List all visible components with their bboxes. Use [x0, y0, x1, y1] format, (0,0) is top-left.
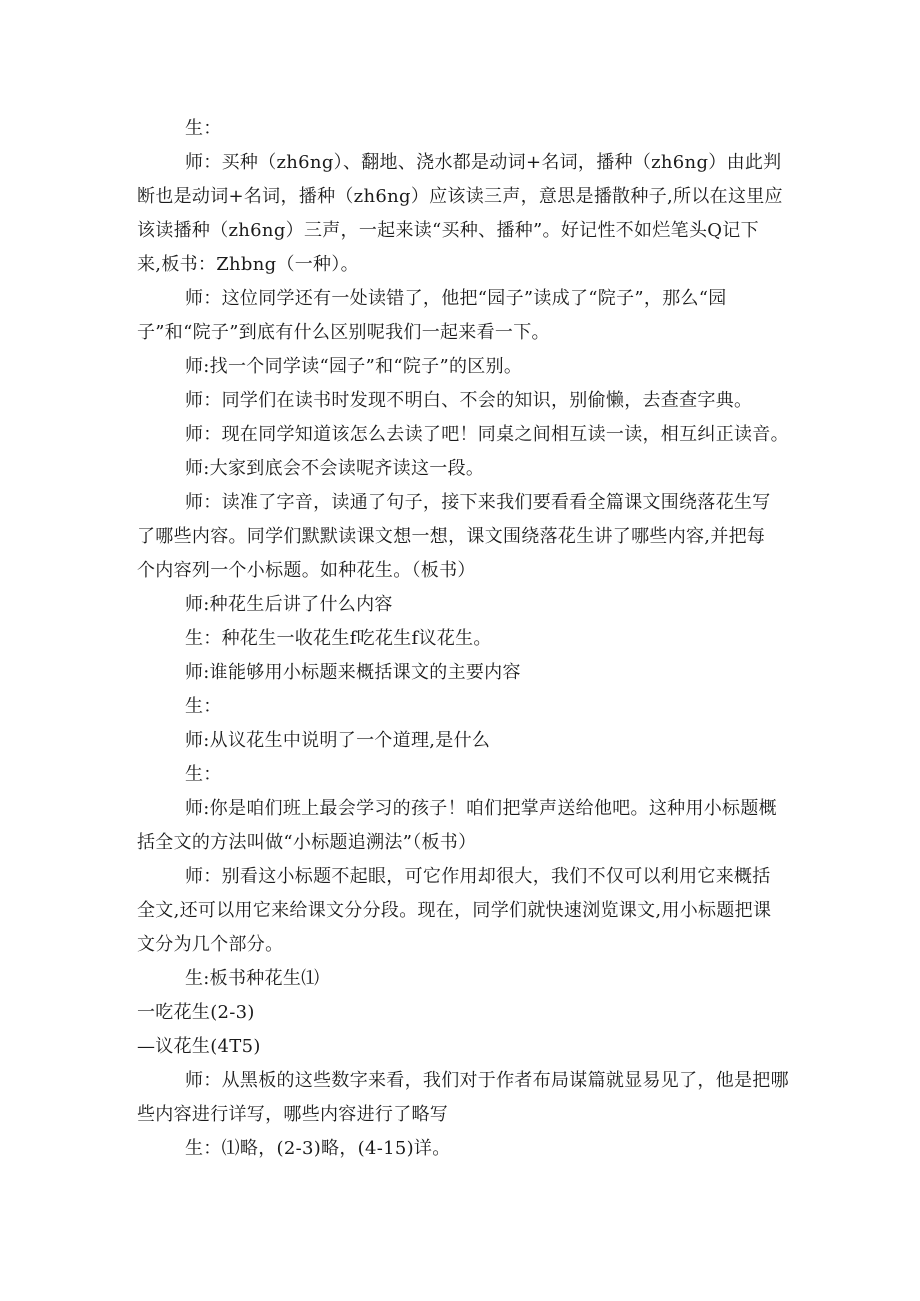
- paragraph: [137, 418, 787, 452]
- paragraph: [137, 384, 787, 418]
- paragraph: [137, 112, 787, 146]
- text-line: 文分为几个部分。: [137, 934, 284, 955]
- text-line: 断也是动词+名词，播种（zh6ng）应该读三声，意思是播散种子,所以在这里应: [137, 186, 783, 207]
- text-line: 生:板书种花生⑴: [185, 968, 320, 989]
- text-line: 生：种花生一收花生f吃花生f议花生。: [185, 628, 492, 649]
- text-line: 子”和“院子”到底有什么区别呢我们一起来看一下。: [137, 322, 550, 343]
- paragraph: [137, 962, 787, 996]
- paragraph: [137, 1064, 787, 1132]
- text-line: 师：买种（zh6ng）、翻地、浇水都是动词+名词，播种（zh6ng）由此判: [185, 152, 782, 173]
- text-line: —议花生(4T5): [137, 1036, 261, 1057]
- paragraph: [137, 996, 787, 1030]
- paragraph: [137, 690, 787, 724]
- paragraph: [137, 622, 787, 656]
- text-line: 来,板书：Zhbng（一种）。: [137, 254, 359, 275]
- paragraph: [137, 452, 787, 486]
- text-line: 师：读准了字音，读通了句子，接下来我们要看看全篇课文围绕落花生写: [185, 492, 771, 513]
- text-line: 师:种花生后讲了什么内容: [185, 594, 393, 615]
- paragraph: [137, 486, 787, 588]
- text-line: 师:从议花生中说明了一个道理,是什么: [185, 730, 491, 751]
- text-line: 括全文的方法叫做“小标题追溯法”（板书）: [137, 832, 477, 853]
- paragraph: [137, 656, 787, 690]
- paragraph: [137, 860, 787, 962]
- text-line: 师:大家到底会不会读呢齐读这一段。: [185, 458, 485, 479]
- text-line: 师：现在同学知道该怎么去读了吧！同桌之间相互读一读，相互纠正读音。: [185, 424, 789, 445]
- text-line: 师:你是咱们班上最会学习的孩子！咱们把掌声送给他吧。这种用小标题概: [185, 798, 777, 819]
- paragraph: [137, 758, 787, 792]
- paragraph: [137, 724, 787, 758]
- paragraph: [137, 1030, 787, 1064]
- text-line: 生：: [185, 696, 222, 717]
- text-line: 师：同学们在读书时发现不明白、不会的知识，别偷懒，去查查字典。: [185, 390, 753, 411]
- text-line: 全文,还可以用它来给课文分分段。现在，同学们就快速浏览课文,用小标题把课: [137, 900, 772, 921]
- paragraph: [137, 792, 787, 860]
- text-line: 生：⑴略，(2-3)略，(4-15)详。: [185, 1138, 451, 1159]
- text-line: 师：别看这小标题不起眼，可它作用却很大，我们不仅可以利用它来概括: [185, 866, 771, 887]
- text-line: 生：: [185, 764, 222, 785]
- paragraph: [137, 1132, 787, 1166]
- text-line: 一吃花生(2-3): [137, 1002, 255, 1023]
- text-line: 师：从黑板的这些数字来看，我们对于作者布局谋篇就显易见了，他是把哪: [185, 1070, 789, 1091]
- text-line: 个内容列一个小标题。如种花生。（板书）: [137, 560, 476, 581]
- text-line: 生：: [185, 118, 222, 139]
- text-line: 该读播种（zh6ng）三声，一起来读“买种、播种”。好记性不如烂笔头Q记下: [137, 220, 759, 241]
- text-line: 些内容进行详写，哪些内容进行了略写: [137, 1104, 449, 1125]
- text-line: 了哪些内容。同学们默默读课文想一想，课文围绕落花生讲了哪些内容,并把每: [137, 526, 766, 547]
- paragraph: [137, 146, 787, 282]
- paragraph: [137, 350, 787, 384]
- text-line: 师:找一个同学读“园子”和“院子”的区别。: [185, 356, 523, 377]
- paragraph: [137, 588, 787, 622]
- text-line: 师：这位同学还有一处读错了，他把“园子”读成了“院子”，那么“园: [185, 288, 727, 309]
- paragraph: [137, 282, 787, 350]
- text-line: 师:谁能够用小标题来概括课文的主要内容: [185, 662, 521, 683]
